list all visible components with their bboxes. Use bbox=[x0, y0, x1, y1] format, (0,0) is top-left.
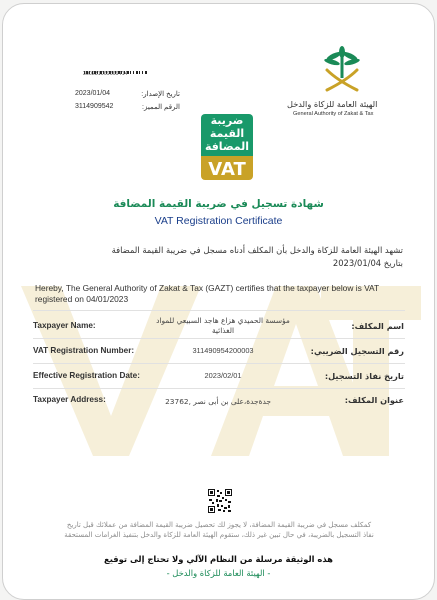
disclaimer-note bbox=[23, 520, 415, 540]
authority-name-english: General Authority of Zakat & Tax bbox=[293, 111, 374, 117]
vat-logo-line1: ضريبة bbox=[210, 114, 244, 127]
effective-date-value: 2023/02/01 bbox=[204, 371, 242, 380]
vat-logo-mark bbox=[201, 156, 253, 180]
vat-mark-text: VAT bbox=[208, 159, 246, 180]
footer-auto-generated-note: هذه الوثيقة مرسلة من النظام الآلي ولا تحتاج إلى توقيع bbox=[104, 554, 333, 564]
vat-number-value: 311490954200003 bbox=[192, 346, 254, 355]
palm-swords-logo-icon bbox=[321, 46, 363, 94]
statement-english: Hereby, The General Authority of Zakat & Tax (GAZT) certifies that the taxpayer below is VAT registered on 04/01/2023 bbox=[35, 283, 379, 304]
divider bbox=[33, 310, 405, 311]
serial-number: 300231069669414 bbox=[83, 71, 128, 77]
footer-authority-name: - الهيئة العامة للزكاة والدخل - bbox=[166, 568, 271, 578]
taxpayer-name-value bbox=[113, 316, 333, 336]
authority-name-arabic: الهيئة العامة للزكاة والدخل bbox=[287, 99, 378, 109]
vat-logo-arabic-text bbox=[201, 114, 253, 156]
effective-date-label-en: Effective Registration Date: bbox=[33, 371, 140, 380]
statement-arabic bbox=[33, 244, 403, 270]
vat-logo bbox=[201, 114, 253, 180]
statement-arabic-line1: تشهد الهيئة العامة للزكاة والدخل بأن المكلف أدناه مسجل في ضريبة القيمة المضافة bbox=[111, 245, 403, 255]
issue-date-label: تاريخ الإصدار: bbox=[141, 91, 180, 98]
taxpayer-name-value-line1: مؤسسة الحميدي هزاع هاجد السبيعي للمواد bbox=[156, 316, 290, 325]
distinct-number-label: الرقم المميز: bbox=[142, 104, 180, 111]
title-english: VAT Registration Certificate bbox=[154, 215, 283, 227]
taxpayer-address-label-en: Taxpayer Address: bbox=[33, 395, 106, 404]
disclaimer-line2: نفاذ التسجيل بالضريبة، في حال تبين غير ذلك، ستقوم الهيئة العامة للزكاة والدخل بتنفيذ الغرامات المستحقة bbox=[64, 531, 374, 539]
taxpayer-address-value: جدةجدة،على بن أبى نصر ,23762 bbox=[165, 397, 271, 406]
divider bbox=[33, 363, 405, 364]
qr-code bbox=[208, 489, 232, 513]
disclaimer-line1: كمكلف مسجل في ضريبة القيمة المضافة، لا يجوز لك تحصيل ضريبة القيمة المضافة من عملائك قبل تاريخ bbox=[66, 521, 372, 529]
divider bbox=[33, 338, 405, 339]
vat-number-label-ar: رقم التسجيل الضريبي: bbox=[310, 346, 404, 356]
issue-date-value: 2023/01/04 bbox=[75, 90, 111, 97]
vat-logo-line3: المضافة bbox=[204, 140, 250, 153]
vat-number-label-en: VAT Registration Number: bbox=[33, 346, 135, 355]
qr-code-icon bbox=[208, 489, 232, 513]
taxpayer-address-label-ar: عنوان المكلف: bbox=[344, 395, 404, 405]
divider bbox=[33, 388, 405, 389]
issue-date-row bbox=[75, 90, 180, 98]
taxpayer-name-value-line2: الغذائية bbox=[211, 326, 235, 335]
title-arabic: شهادة تسجيل في ضريبة القيمة المضافة bbox=[113, 198, 324, 210]
distinct-number-row bbox=[75, 103, 180, 111]
distinct-number-value: 3114909542 bbox=[75, 103, 114, 110]
vat-logo-line2: القيمة bbox=[209, 127, 245, 140]
taxpayer-name-label-en: Taxpayer Name: bbox=[33, 321, 96, 330]
taxpayer-name-label-ar: اسم المكلف: bbox=[351, 321, 404, 331]
certificate bbox=[2, 3, 435, 600]
effective-date-label-ar: تاريخ نفاذ التسجيل: bbox=[324, 371, 404, 381]
statement-arabic-line2: بتاريخ 2023/01/04 bbox=[332, 258, 403, 268]
